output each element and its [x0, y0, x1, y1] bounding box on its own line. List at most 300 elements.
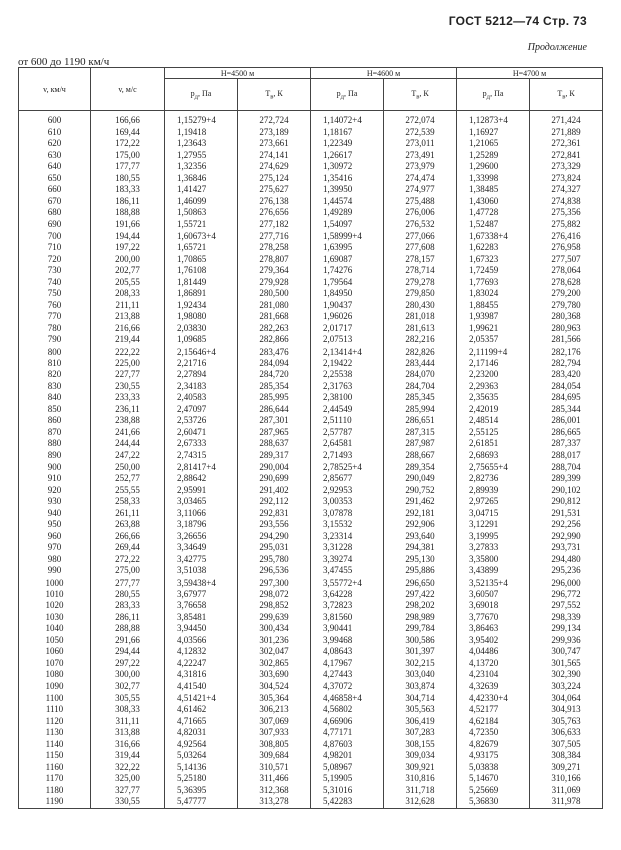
- table-cell: 236,11: [91, 404, 165, 416]
- table-cell: 2,67333: [165, 438, 238, 450]
- table-cell: 4,22247: [165, 658, 238, 670]
- table-row: [19, 242, 603, 254]
- table-cell: 1110: [19, 704, 91, 716]
- table-cell: 620: [19, 138, 91, 150]
- table-cell: 730: [19, 265, 91, 277]
- continuation-label: Продолжение: [527, 42, 587, 53]
- table-row: [19, 658, 603, 670]
- table-cell: 3,72823: [311, 600, 384, 612]
- table-cell: 299,784: [384, 623, 457, 635]
- table-cell: 274,629: [238, 161, 311, 173]
- table-cell: 281,080: [238, 300, 311, 312]
- table-cell: 1,38485: [457, 184, 530, 196]
- table-cell: 4,17967: [311, 658, 384, 670]
- table-cell: 302,865: [238, 658, 311, 670]
- table-cell: 2,55125: [457, 427, 530, 439]
- table-cell: 1060: [19, 646, 91, 658]
- table-cell: 3,23314: [311, 531, 384, 543]
- table-cell: 2,05357: [457, 334, 530, 346]
- table-cell: 273,979: [384, 161, 457, 173]
- table-cell: 3,52135+4: [457, 577, 530, 589]
- table-cell: 1,92434: [165, 300, 238, 312]
- table-cell: 3,95402: [457, 635, 530, 647]
- table-cell: 272,724: [238, 111, 311, 127]
- table-row: [19, 519, 603, 531]
- table-cell: 305,563: [384, 704, 457, 716]
- table-cell: 292,181: [384, 508, 457, 520]
- table-cell: 311,466: [238, 773, 311, 785]
- table-cell: 2,82736: [457, 473, 530, 485]
- table-cell: 4,03566: [165, 635, 238, 647]
- table-cell: 298,989: [384, 612, 457, 624]
- table-cell: 1,83024: [457, 288, 530, 300]
- table-row: [19, 230, 603, 242]
- table-cell: 280,500: [238, 288, 311, 300]
- table-cell: 2,71493: [311, 450, 384, 462]
- table-cell: 1030: [19, 612, 91, 624]
- table-cell: 3,64228: [311, 589, 384, 601]
- table-cell: 287,965: [238, 427, 311, 439]
- table-cell: 2,21716: [165, 358, 238, 370]
- table-row: [19, 173, 603, 185]
- table-cell: 287,315: [384, 427, 457, 439]
- table-cell: 3,31228: [311, 542, 384, 554]
- table-cell: 291,402: [238, 485, 311, 497]
- table-row: [19, 716, 603, 728]
- table-cell: 286,665: [530, 427, 603, 439]
- table-cell: 4,62184: [457, 716, 530, 728]
- table-cell: 1,50863: [165, 207, 238, 219]
- table-cell: 274,474: [384, 173, 457, 185]
- table-cell: 930: [19, 496, 91, 508]
- table-cell: 2,31763: [311, 381, 384, 393]
- table-row: [19, 277, 603, 289]
- table-cell: 289,317: [238, 450, 311, 462]
- table-cell: 1,23643: [165, 138, 238, 150]
- table-cell: 1,70865: [165, 254, 238, 266]
- table-cell: 191,66: [91, 219, 165, 231]
- table-cell: 194,44: [91, 230, 165, 242]
- table-cell: 296,772: [530, 589, 603, 601]
- table-cell: 830: [19, 381, 91, 393]
- table-row: [19, 612, 603, 624]
- table-cell: 1070: [19, 658, 91, 670]
- table-cell: 1,88455: [457, 300, 530, 312]
- table-cell: 306,419: [384, 716, 457, 728]
- table-row: [19, 669, 603, 681]
- table-cell: 4,23104: [457, 669, 530, 681]
- table-cell: 3,03465: [165, 496, 238, 508]
- table-cell: 282,263: [238, 323, 311, 335]
- table-row: [19, 450, 603, 462]
- table-cell: 278,807: [238, 254, 311, 266]
- table-row: [19, 196, 603, 208]
- table-cell: 285,354: [238, 381, 311, 393]
- table-cell: 284,094: [238, 358, 311, 370]
- table-cell: 303,224: [530, 681, 603, 693]
- table-cell: 1040: [19, 623, 91, 635]
- table-cell: 275,356: [530, 207, 603, 219]
- table-cell: 291,462: [384, 496, 457, 508]
- table-body: [19, 111, 603, 809]
- table-cell: 1000: [19, 577, 91, 589]
- header-pressure: $p_д$, Па: [457, 79, 530, 111]
- table-cell: 3,77670: [457, 612, 530, 624]
- table-cell: 292,831: [238, 508, 311, 520]
- table-cell: 680: [19, 207, 91, 219]
- table-cell: 2,29363: [457, 381, 530, 393]
- table-cell: 760: [19, 300, 91, 312]
- table-cell: 288,637: [238, 438, 311, 450]
- table-row: [19, 254, 603, 266]
- table-cell: 310,166: [530, 773, 603, 785]
- table-cell: 273,661: [238, 138, 311, 150]
- table-cell: 3,81560: [311, 612, 384, 624]
- table-cell: 222,22: [91, 346, 165, 358]
- table-cell: 294,44: [91, 646, 165, 658]
- table-cell: 2,48514: [457, 415, 530, 427]
- table-cell: 600: [19, 111, 91, 127]
- table-cell: 279,200: [530, 288, 603, 300]
- table-cell: 309,684: [238, 750, 311, 762]
- table-cell: 900: [19, 461, 91, 473]
- table-cell: 5,19905: [311, 773, 384, 785]
- table-cell: 284,695: [530, 392, 603, 404]
- table-cell: 5,25669: [457, 785, 530, 797]
- table-cell: 4,61462: [165, 704, 238, 716]
- table-row: [19, 542, 603, 554]
- atmosphere-table: [18, 67, 603, 809]
- table-row: [19, 427, 603, 439]
- table-row: [19, 111, 603, 127]
- table-cell: 2,17146: [457, 358, 530, 370]
- table-cell: 2,07513: [311, 334, 384, 346]
- table-cell: 1,21065: [457, 138, 530, 150]
- table-cell: 1,77693: [457, 277, 530, 289]
- table-cell: 1010: [19, 589, 91, 601]
- table-cell: 610: [19, 127, 91, 139]
- table-row: [19, 127, 603, 139]
- table-cell: 1120: [19, 716, 91, 728]
- table-cell: 4,72350: [457, 727, 530, 739]
- table-cell: 303,690: [238, 669, 311, 681]
- table-cell: 282,216: [384, 334, 457, 346]
- table-cell: 247,22: [91, 450, 165, 462]
- table-cell: 290,004: [238, 461, 311, 473]
- table-cell: 299,639: [238, 612, 311, 624]
- table-cell: 277,066: [384, 230, 457, 242]
- table-cell: 241,66: [91, 427, 165, 439]
- table-cell: 3,42775: [165, 554, 238, 566]
- table-cell: 890: [19, 450, 91, 462]
- table-cell: 1,99621: [457, 323, 530, 335]
- table-row: [19, 473, 603, 485]
- table-cell: 311,978: [530, 796, 603, 808]
- table-cell: 4,41540: [165, 681, 238, 693]
- table-cell: 5,36395: [165, 785, 238, 797]
- table-cell: 308,805: [238, 739, 311, 751]
- table-cell: 277,507: [530, 254, 603, 266]
- table-row: [19, 311, 603, 323]
- table-cell: 1,98080: [165, 311, 238, 323]
- header-v-kmh: v, км/ч: [19, 68, 91, 111]
- table-cell: 1,14072+4: [311, 111, 384, 127]
- table-cell: 300,434: [238, 623, 311, 635]
- table-cell: 272,361: [530, 138, 603, 150]
- table-row: [19, 646, 603, 658]
- table-cell: 280,430: [384, 300, 457, 312]
- table-cell: 2,85677: [311, 473, 384, 485]
- table-row: [19, 300, 603, 312]
- table-cell: 306,213: [238, 704, 311, 716]
- table-cell: 274,327: [530, 184, 603, 196]
- table-cell: 4,37072: [311, 681, 384, 693]
- table-cell: 3,86463: [457, 623, 530, 635]
- table-cell: 330,55: [91, 796, 165, 808]
- table-row: [19, 623, 603, 635]
- table-cell: 275,488: [384, 196, 457, 208]
- table-cell: 4,31816: [165, 669, 238, 681]
- table-cell: 2,23200: [457, 369, 530, 381]
- table-cell: 272,074: [384, 111, 457, 127]
- table-cell: 4,27443: [311, 669, 384, 681]
- table-cell: 282,794: [530, 358, 603, 370]
- table-cell: 3,35800: [457, 554, 530, 566]
- table-cell: 294,290: [238, 531, 311, 543]
- table-cell: 640: [19, 161, 91, 173]
- table-cell: 272,539: [384, 127, 457, 139]
- table-cell: 202,77: [91, 265, 165, 277]
- table-cell: 4,82679: [457, 739, 530, 751]
- table-row: [19, 600, 603, 612]
- table-cell: 290,752: [384, 485, 457, 497]
- table-cell: 302,047: [238, 646, 311, 658]
- table-cell: 296,000: [530, 577, 603, 589]
- table-cell: 1,90437: [311, 300, 384, 312]
- table-cell: 273,824: [530, 173, 603, 185]
- table-cell: 1090: [19, 681, 91, 693]
- table-cell: 299,936: [530, 635, 603, 647]
- table-cell: 810: [19, 358, 91, 370]
- table-cell: 860: [19, 415, 91, 427]
- table-cell: 650: [19, 173, 91, 185]
- table-cell: 4,08643: [311, 646, 384, 658]
- table-cell: 1,63995: [311, 242, 384, 254]
- table-cell: 1,76108: [165, 265, 238, 277]
- table-cell: 271,889: [530, 127, 603, 139]
- table-row: [19, 739, 603, 751]
- table-cell: 1,33998: [457, 173, 530, 185]
- table-cell: 301,236: [238, 635, 311, 647]
- header-altitude-3: H=4700 м: [457, 68, 603, 79]
- table-cell: 266,66: [91, 531, 165, 543]
- table-cell: 327,77: [91, 785, 165, 797]
- table-cell: 1,25289: [457, 150, 530, 162]
- table-cell: 2,44549: [311, 404, 384, 416]
- table-cell: 4,82031: [165, 727, 238, 739]
- table-cell: 3,85481: [165, 612, 238, 624]
- table-cell: 200,00: [91, 254, 165, 266]
- table-cell: 313,278: [238, 796, 311, 808]
- table-cell: 286,651: [384, 415, 457, 427]
- table-cell: 2,19422: [311, 358, 384, 370]
- table-cell: 4,51421+4: [165, 692, 238, 704]
- table-cell: 2,74315: [165, 450, 238, 462]
- table-cell: 3,59438+4: [165, 577, 238, 589]
- table-row: [19, 681, 603, 693]
- table-row: [19, 461, 603, 473]
- table-cell: 250,00: [91, 461, 165, 473]
- table-cell: 290,102: [530, 485, 603, 497]
- table-cell: 790: [19, 334, 91, 346]
- table-cell: 630: [19, 150, 91, 162]
- table-cell: 1100: [19, 692, 91, 704]
- table-cell: 1,32356: [165, 161, 238, 173]
- table-row: [19, 404, 603, 416]
- table-cell: 276,656: [238, 207, 311, 219]
- table-cell: 302,215: [384, 658, 457, 670]
- table-cell: 274,838: [530, 196, 603, 208]
- table-row: [19, 346, 603, 358]
- table-cell: 298,852: [238, 600, 311, 612]
- table-cell: 3,15532: [311, 519, 384, 531]
- table-cell: 230,55: [91, 381, 165, 393]
- header-temperature: $T_в$, К: [238, 79, 311, 111]
- table-cell: 285,344: [530, 404, 603, 416]
- table-row: [19, 381, 603, 393]
- table-cell: 188,88: [91, 207, 165, 219]
- table-cell: 290,699: [238, 473, 311, 485]
- table-cell: 244,44: [91, 438, 165, 450]
- table-cell: 4,98201: [311, 750, 384, 762]
- table-row: [19, 184, 603, 196]
- table-cell: 285,994: [384, 404, 457, 416]
- table-cell: 274,141: [238, 150, 311, 162]
- table-cell: 1,62283: [457, 242, 530, 254]
- table-cell: 4,56802: [311, 704, 384, 716]
- table-cell: 3,19995: [457, 531, 530, 543]
- table-cell: 1,49289: [311, 207, 384, 219]
- table-cell: 2,11199+4: [457, 346, 530, 358]
- table-cell: 308,384: [530, 750, 603, 762]
- table-cell: 5,14136: [165, 762, 238, 774]
- table-cell: 770: [19, 311, 91, 323]
- table-cell: 1,86891: [165, 288, 238, 300]
- table-cell: 1,19418: [165, 127, 238, 139]
- table-cell: 960: [19, 531, 91, 543]
- table-cell: 2,64581: [311, 438, 384, 450]
- table-cell: 291,531: [530, 508, 603, 520]
- table-cell: 272,841: [530, 150, 603, 162]
- table-cell: 2,68693: [457, 450, 530, 462]
- table-cell: 172,22: [91, 138, 165, 150]
- table-cell: 225,00: [91, 358, 165, 370]
- table-row: [19, 727, 603, 739]
- table-row: [19, 785, 603, 797]
- table-row: [19, 358, 603, 370]
- table-cell: 3,04715: [457, 508, 530, 520]
- table-cell: 258,33: [91, 496, 165, 508]
- table-row: [19, 150, 603, 162]
- table-row: [19, 392, 603, 404]
- table-cell: 4,46858+4: [311, 692, 384, 704]
- table-cell: 1,74276: [311, 265, 384, 277]
- table-cell: 298,339: [530, 612, 603, 624]
- table-cell: 281,668: [238, 311, 311, 323]
- table-cell: 312,368: [238, 785, 311, 797]
- table-cell: 1,09685: [165, 334, 238, 346]
- table-cell: 275,627: [238, 184, 311, 196]
- table-cell: 294,381: [384, 542, 457, 554]
- table-cell: 213,88: [91, 311, 165, 323]
- table-cell: 273,329: [530, 161, 603, 173]
- table-cell: 183,33: [91, 184, 165, 196]
- table-cell: 277,716: [238, 230, 311, 242]
- table-cell: 279,780: [530, 300, 603, 312]
- table-cell: 4,12832: [165, 646, 238, 658]
- table-cell: 1,18167: [311, 127, 384, 139]
- table-cell: 305,763: [530, 716, 603, 728]
- table-cell: 1,30972: [311, 161, 384, 173]
- table-cell: 920: [19, 485, 91, 497]
- table-cell: 3,90441: [311, 623, 384, 635]
- table-cell: 304,064: [530, 692, 603, 704]
- table-cell: 1150: [19, 750, 91, 762]
- table-row: [19, 508, 603, 520]
- table-cell: 4,87603: [311, 739, 384, 751]
- table-cell: 293,556: [238, 519, 311, 531]
- table-cell: 4,32639: [457, 681, 530, 693]
- table-cell: 300,747: [530, 646, 603, 658]
- table-cell: 208,33: [91, 288, 165, 300]
- table-cell: 2,78525+4: [311, 461, 384, 473]
- table-cell: 255,55: [91, 485, 165, 497]
- table-cell: 298,202: [384, 600, 457, 612]
- table-cell: 4,52177: [457, 704, 530, 716]
- table-cell: 1,96026: [311, 311, 384, 323]
- table-cell: 302,390: [530, 669, 603, 681]
- table-cell: 302,77: [91, 681, 165, 693]
- table-cell: 322,22: [91, 762, 165, 774]
- table-cell: 297,22: [91, 658, 165, 670]
- table-cell: 2,57787: [311, 427, 384, 439]
- table-cell: 205,55: [91, 277, 165, 289]
- table-cell: 700: [19, 230, 91, 242]
- table-cell: 3,99468: [311, 635, 384, 647]
- table-cell: 3,39274: [311, 554, 384, 566]
- table-cell: 2,92953: [311, 485, 384, 497]
- table-cell: 282,826: [384, 346, 457, 358]
- table-cell: 2,38100: [311, 392, 384, 404]
- table-row: [19, 485, 603, 497]
- table-cell: 1,43060: [457, 196, 530, 208]
- table-cell: 970: [19, 542, 91, 554]
- table-cell: 289,399: [530, 473, 603, 485]
- table-cell: 2,03830: [165, 323, 238, 335]
- table-cell: 5,03264: [165, 750, 238, 762]
- table-cell: 307,505: [530, 739, 603, 751]
- table-cell: 283,444: [384, 358, 457, 370]
- table-cell: 298,072: [238, 589, 311, 601]
- table-cell: 233,33: [91, 392, 165, 404]
- table-cell: 295,031: [238, 542, 311, 554]
- table-cell: 286,001: [530, 415, 603, 427]
- table-cell: 5,14670: [457, 773, 530, 785]
- table-cell: 1130: [19, 727, 91, 739]
- table-cell: 1,47728: [457, 207, 530, 219]
- table-cell: 283,33: [91, 600, 165, 612]
- table-row: [19, 635, 603, 647]
